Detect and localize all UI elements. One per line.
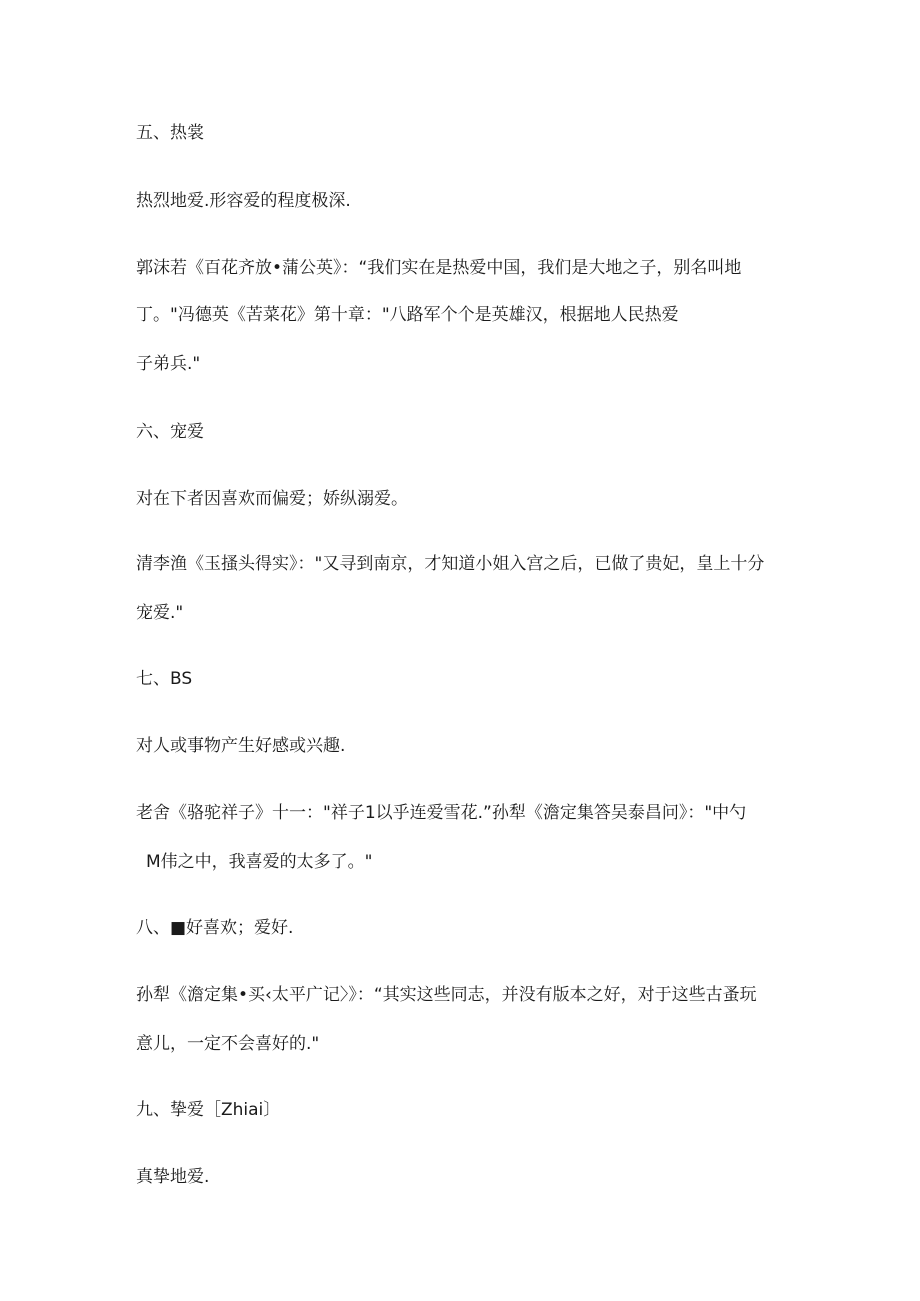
definition-text: 对人或事物产生好感或兴趣.	[136, 736, 346, 756]
citation-text: 意儿，一定不会喜好的."	[136, 1034, 320, 1054]
section-heading-9: 九、挚爱［Zhiai〕	[136, 1100, 281, 1120]
section-heading-5: 五、热裳	[136, 123, 204, 143]
section-heading-6: 六、宠爱	[136, 422, 204, 442]
citation-text: 丁。"冯德英《苦菜花》第十章："八路军个个是英雄汉，根据地人民热爱	[136, 305, 679, 325]
section-heading-8: 八、■好喜欢；爱好.	[136, 918, 294, 938]
citation-text: 孙犁《澹定集•买‹太平广记〉》：“其实这些同志，并没有版本之好，对于这些古蚤玩	[136, 985, 757, 1005]
citation-text: 子弟兵."	[136, 354, 201, 374]
citation-text: 郭沫若《百花齐放•蒲公英》：“我们实在是热爱中国，我们是大地之子，别名叫地	[136, 258, 742, 278]
citation-text: 清李渔《玉搔头得实》："又寻到南京，才知道小姐入宫之后，已做了贵妃，皇上十分	[136, 554, 765, 574]
citation-text: 宠爱."	[136, 603, 184, 623]
definition-text: 热烈地爱.形容爱的程度极深.	[136, 191, 351, 211]
definition-text: 真挚地爱.	[136, 1167, 210, 1187]
definition-text: 对在下者因喜欢而偏爱；娇纵溺爱。	[136, 489, 408, 509]
section-heading-7: 七、BS	[136, 669, 193, 689]
citation-text: M伟之中，我喜爱的太多了。"	[146, 852, 373, 872]
citation-text: 老舍《骆驼祥子》十一："祥子1以乎连爱雪花.”孙犁《澹定集答吴泰昌问》："中勺	[136, 803, 747, 823]
